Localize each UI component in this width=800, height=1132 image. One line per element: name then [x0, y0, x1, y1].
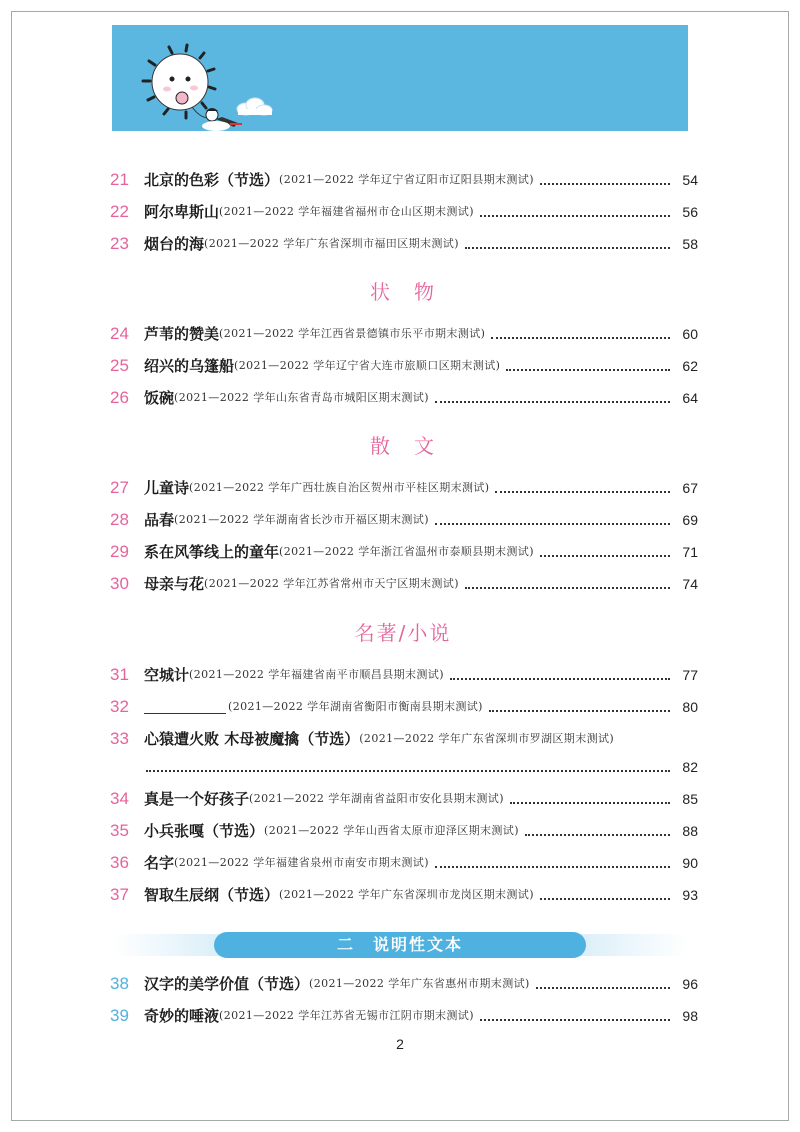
entry-source: (2021—2022 学年广东省深圳市龙岗区期末测试)	[279, 888, 534, 901]
entry-page: 98	[682, 1008, 698, 1024]
section-bar-two	[112, 932, 688, 958]
entry-page: 56	[682, 204, 698, 220]
entry-number: 36	[110, 853, 129, 872]
leader-dots	[448, 662, 672, 688]
toc-entry-23[interactable]	[108, 231, 698, 257]
entry-title: 品春	[144, 511, 175, 529]
toc-entry-27[interactable]	[108, 475, 698, 501]
entry-number: 21	[110, 170, 129, 189]
entry-title: 系在风筝线上的童年	[144, 543, 280, 561]
leader-dots	[433, 507, 672, 533]
entry-page: 64	[682, 390, 698, 406]
entry-page: 74	[682, 576, 698, 592]
entry-page: 90	[682, 855, 698, 871]
entry-source: (2021—2022 学年山东省青岛市城阳区期末测试)	[174, 391, 429, 404]
entry-source: (2021—2022 学年广东省惠州市期末测试)	[309, 977, 530, 990]
leader-dots	[523, 818, 672, 844]
entry-number: 31	[110, 665, 129, 684]
toc-entry-39[interactable]	[108, 1003, 698, 1029]
entry-title: 儿童诗	[144, 479, 190, 497]
entry-page: 60	[682, 326, 698, 342]
entry-title: 芦苇的赞美	[144, 325, 220, 343]
entry-source: (2021—2022 学年湖南省益阳市安化县期末测试)	[249, 792, 504, 805]
entry-source: (2021—2022 学年江西省景德镇市乐平市期末测试)	[219, 327, 486, 340]
entry-source: (2021—2022 学年江苏省无锡市江阴市期末测试)	[219, 1009, 474, 1022]
toc-entry-33-continuation	[144, 754, 698, 780]
toc-entry-24[interactable]	[108, 321, 698, 347]
entry-source: (2021—2022 学年湖南省衡阳市衡南县期末测试)	[228, 700, 483, 713]
entry-title: 烟台的海	[144, 235, 205, 253]
leader-dots	[433, 850, 672, 876]
title-blank-line[interactable]	[144, 696, 226, 714]
entry-title: 小兵张嘎（节选）	[144, 822, 265, 840]
entry-source: (2021—2022 学年辽宁省辽阳市辽阳县期末测试)	[279, 173, 534, 186]
entry-title: 饭碗	[144, 389, 175, 407]
entry-number: 28	[110, 510, 129, 529]
entry-number: 35	[110, 821, 129, 840]
leader-dots	[538, 882, 672, 908]
entry-number: 30	[110, 574, 129, 593]
entry-number: 26	[110, 388, 129, 407]
toc-entry-31[interactable]	[108, 662, 698, 688]
entry-page: 62	[682, 358, 698, 374]
entry-number: 23	[110, 234, 129, 253]
toc-entry-34[interactable]	[108, 786, 698, 812]
toc-entry-36[interactable]	[108, 850, 698, 876]
leader-dots	[508, 786, 672, 812]
entry-title: 阿尔卑斯山	[144, 203, 220, 221]
leader-dots	[433, 385, 672, 411]
toc-entry-33[interactable]	[108, 726, 698, 752]
entry-source: (2021—2022 学年福建省泉州市南安市期末测试)	[174, 856, 429, 869]
entry-source: (2021—2022 学年广东省深圳市罗湖区期末测试)	[359, 732, 615, 745]
entry-page: 58	[682, 236, 698, 252]
toc-entry-38[interactable]	[108, 971, 698, 997]
entry-number: 37	[110, 885, 129, 904]
toc-entry-32[interactable]	[108, 694, 698, 720]
entry-page: 85	[682, 791, 698, 807]
entry-page: 54	[682, 172, 698, 188]
header-banner	[112, 25, 688, 131]
entry-number: 25	[110, 356, 129, 375]
sun-cartoon-icon	[112, 25, 688, 131]
leader-dots	[487, 694, 672, 720]
entry-title: 名字	[144, 854, 175, 872]
entry-number: 34	[110, 789, 129, 808]
entry-source: (2021—2022 学年广东省深圳市福田区期末测试)	[204, 237, 459, 250]
entry-number: 33	[110, 729, 129, 748]
toc-entry-30[interactable]	[108, 571, 698, 597]
toc-entry-28[interactable]	[108, 507, 698, 533]
toc-entry-37[interactable]	[108, 882, 698, 908]
toc-entry-21[interactable]	[108, 167, 698, 193]
entry-number: 22	[110, 202, 129, 221]
leader-dots	[478, 1003, 672, 1029]
toc-entry-25[interactable]	[108, 353, 698, 379]
entry-number: 27	[110, 478, 129, 497]
entry-source: (2021—2022 学年浙江省温州市泰顺县期末测试)	[279, 545, 534, 558]
section-heading-zhuangwu: 状 物	[370, 280, 436, 304]
entry-page: 82	[682, 759, 698, 775]
entry-title: 智取生辰纲（节选）	[144, 886, 280, 904]
entry-title: 母亲与花	[144, 575, 205, 593]
entry-number: 24	[110, 324, 129, 343]
leader-dots	[493, 475, 672, 501]
leader-dots	[534, 971, 672, 997]
leader-dots	[538, 167, 672, 193]
entry-number: 38	[110, 974, 129, 993]
leader-dots	[463, 231, 672, 257]
section-title-two: 二 说明性文本	[214, 932, 586, 958]
entry-source: (2021—2022 学年山西省太原市迎泽区期末测试)	[264, 824, 519, 837]
section-heading-sanwen: 散 文	[370, 434, 436, 458]
entry-page: 80	[682, 699, 698, 715]
entry-title: 汉字的美学价值（节选）	[144, 975, 310, 993]
entry-source: (2021—2022 学年广西壮族自治区贺州市平桂区期末测试)	[189, 481, 490, 494]
entry-source: (2021—2022 学年福建省福州市仓山区期末测试)	[219, 205, 474, 218]
toc-entry-35[interactable]	[108, 818, 698, 844]
leader-dots	[504, 353, 672, 379]
entry-page: 71	[682, 544, 698, 560]
toc-entry-26[interactable]	[108, 385, 698, 411]
entry-source: (2021—2022 学年湖南省长沙市开福区期末测试)	[174, 513, 429, 526]
leader-dots	[463, 571, 672, 597]
entry-title: 北京的色彩（节选）	[144, 171, 280, 189]
entry-number: 29	[110, 542, 129, 561]
entry-page: 93	[682, 887, 698, 903]
leader-dots	[478, 199, 672, 225]
toc-entry-29[interactable]	[108, 539, 698, 565]
entry-number: 39	[110, 1006, 129, 1025]
entry-source: (2021—2022 学年辽宁省大连市旅顺口区期末测试)	[234, 359, 501, 372]
section-heading-mingzhu: 名著/小说	[354, 621, 452, 645]
entry-title: 真是一个好孩子	[144, 790, 250, 808]
entry-title: 空城计	[144, 666, 190, 684]
entry-number: 32	[110, 697, 129, 716]
entry-page: 96	[682, 976, 698, 992]
leader-dots	[144, 754, 672, 780]
entry-page: 69	[682, 512, 698, 528]
entry-title: 奇妙的唾液	[144, 1007, 220, 1025]
toc-entry-22[interactable]	[108, 199, 698, 225]
leader-dots	[489, 321, 672, 347]
entry-page: 77	[682, 667, 698, 683]
entry-title: 心猿遭火败 木母被魔擒（节选）	[144, 730, 360, 748]
entry-page: 88	[682, 823, 698, 839]
page-number: 2	[396, 1036, 404, 1052]
entry-title: 绍兴的乌篷船	[144, 357, 235, 375]
entry-source: (2021—2022 学年福建省南平市顺昌县期末测试)	[189, 668, 444, 681]
leader-dots	[538, 539, 672, 565]
entry-page: 67	[682, 480, 698, 496]
entry-source: (2021—2022 学年江苏省常州市天宁区期末测试)	[204, 577, 459, 590]
